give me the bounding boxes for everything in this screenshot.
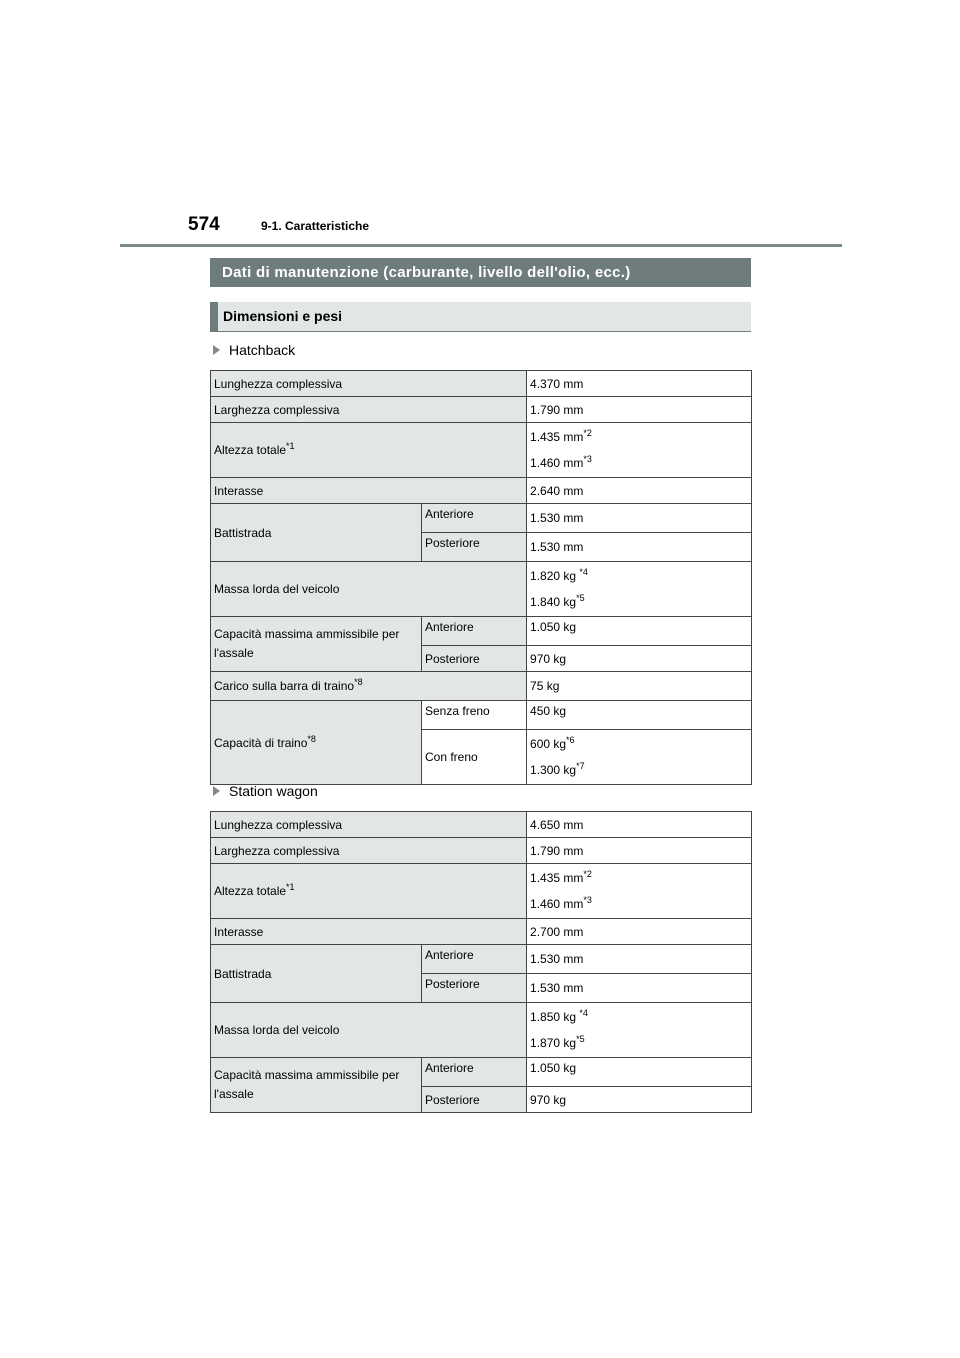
row-label <box>211 701 422 785</box>
subsection-title: Dimensioni e pesi <box>210 302 751 332</box>
row-value: 970 kg <box>527 646 752 672</box>
sub-label: Anteriore <box>422 617 527 646</box>
row-value: 1.790 mm <box>527 838 752 864</box>
label-text: Carico sulla barra di traino <box>214 679 355 693</box>
value-text: 1.840 kg <box>530 595 577 609</box>
table-row <box>211 371 752 397</box>
value-text: 1.435 mm <box>530 871 584 885</box>
variant-heading-hatchback <box>213 342 295 358</box>
footnote-ref: *7 <box>576 761 585 771</box>
sub-label: Anteriore <box>422 1058 527 1087</box>
row-label: Battistrada <box>211 945 422 1003</box>
table-row <box>211 397 752 423</box>
header-divider <box>120 244 842 247</box>
sub-label: Posteriore <box>422 974 527 1003</box>
footnote-ref: *4 <box>579 1008 588 1018</box>
row-value <box>527 1003 752 1058</box>
table-row <box>211 919 752 945</box>
row-value <box>527 864 752 919</box>
triangle-bullet-icon <box>213 345 220 355</box>
page-number: 574 <box>188 214 220 235</box>
variant-title: Hatchback <box>229 342 296 358</box>
value-text: 600 kg <box>530 737 567 751</box>
row-label: Interasse <box>211 478 527 504</box>
row-value: 2.700 mm <box>527 919 752 945</box>
row-label: Lunghezza complessiva <box>211 812 527 838</box>
value-text: 1.300 kg <box>530 763 577 777</box>
row-value: 1.530 mm <box>527 974 752 1003</box>
spec-table-station-wagon <box>210 811 752 1113</box>
row-value <box>527 730 752 785</box>
sub-label: Posteriore <box>422 533 527 562</box>
sub-label: Anteriore <box>422 945 527 974</box>
row-label <box>211 672 527 701</box>
value-text: 1.435 mm <box>530 430 584 444</box>
footnote-ref: *5 <box>576 593 585 603</box>
variant-heading-station-wagon <box>213 783 318 799</box>
table-row <box>211 504 752 533</box>
triangle-bullet-icon <box>213 786 220 796</box>
table-row <box>211 478 752 504</box>
footnote-ref: *8 <box>354 677 363 687</box>
row-value <box>527 423 752 478</box>
row-label: Lunghezza complessiva <box>211 371 527 397</box>
table-row <box>211 423 752 478</box>
sub-label: Senza freno <box>422 701 527 730</box>
row-value: 1.530 mm <box>527 945 752 974</box>
row-value: 1.050 kg <box>527 617 752 646</box>
table-row <box>211 562 752 617</box>
row-label <box>211 1058 422 1113</box>
row-label: Larghezza complessiva <box>211 838 527 864</box>
row-value: 1.050 kg <box>527 1058 752 1087</box>
value-text: 1.870 kg <box>530 1036 577 1050</box>
row-value: 1.530 mm <box>527 533 752 562</box>
footnote-ref: *6 <box>566 735 575 745</box>
footnote-ref: *5 <box>576 1034 585 1044</box>
row-value: 1.790 mm <box>527 397 752 423</box>
row-label: Interasse <box>211 919 527 945</box>
row-value: 970 kg <box>527 1087 752 1113</box>
footnote-ref: *3 <box>583 454 592 464</box>
footnote-ref: *3 <box>583 895 592 905</box>
row-value: 2.640 mm <box>527 478 752 504</box>
section-title: Dati di manutenzione (carburante, livello dell'olio, ecc.) <box>210 258 751 287</box>
table-row <box>211 1058 752 1087</box>
label-text: l'assale <box>214 646 254 660</box>
label-text: Capacità massima ammissibile per <box>214 627 400 641</box>
label-text: Altezza totale <box>214 443 287 457</box>
row-label: Battistrada <box>211 504 422 562</box>
row-label: Larghezza complessiva <box>211 397 527 423</box>
sub-label: Posteriore <box>422 646 527 672</box>
table-row <box>211 864 752 919</box>
row-value <box>527 562 752 617</box>
label-text: Capacità massima ammissibile per <box>214 1068 400 1082</box>
sub-label: Posteriore <box>422 1087 527 1113</box>
label-text: Capacità di traino <box>214 735 308 750</box>
row-value: 75 kg <box>527 672 752 701</box>
row-label <box>211 617 422 672</box>
row-label <box>211 864 527 919</box>
table-row <box>211 945 752 974</box>
table-row <box>211 812 752 838</box>
value-text: 1.460 mm <box>530 897 584 911</box>
footnote-ref: *4 <box>579 567 588 577</box>
value-text: 1.850 kg <box>530 1010 580 1024</box>
row-value: 4.650 mm <box>527 812 752 838</box>
footnote-ref: *2 <box>583 869 592 879</box>
spec-table-hatchback <box>210 370 752 785</box>
value-text: 1.460 mm <box>530 456 584 470</box>
table-row <box>211 1003 752 1058</box>
row-label <box>211 423 527 478</box>
sub-label: Con freno <box>422 730 527 785</box>
row-value: 450 kg <box>527 701 752 730</box>
chapter-title: 9-1. Caratteristiche <box>261 219 370 233</box>
variant-title: Station wagon <box>229 783 318 799</box>
sub-label: Anteriore <box>422 504 527 533</box>
table-row <box>211 838 752 864</box>
label-text: l'assale <box>214 1087 254 1101</box>
row-label: Massa lorda del veicolo <box>211 1003 527 1058</box>
footnote-ref: *8 <box>307 733 316 744</box>
row-label: Massa lorda del veicolo <box>211 562 527 617</box>
label-text: Altezza totale <box>214 884 287 898</box>
footnote-ref: *2 <box>583 428 592 438</box>
table-row <box>211 701 752 730</box>
table-row <box>211 672 752 701</box>
footnote-ref: *1 <box>286 882 295 892</box>
value-text: 1.820 kg <box>530 569 580 583</box>
table-row <box>211 617 752 646</box>
footnote-ref: *1 <box>286 441 295 451</box>
row-value: 1.530 mm <box>527 504 752 533</box>
row-value: 4.370 mm <box>527 371 752 397</box>
